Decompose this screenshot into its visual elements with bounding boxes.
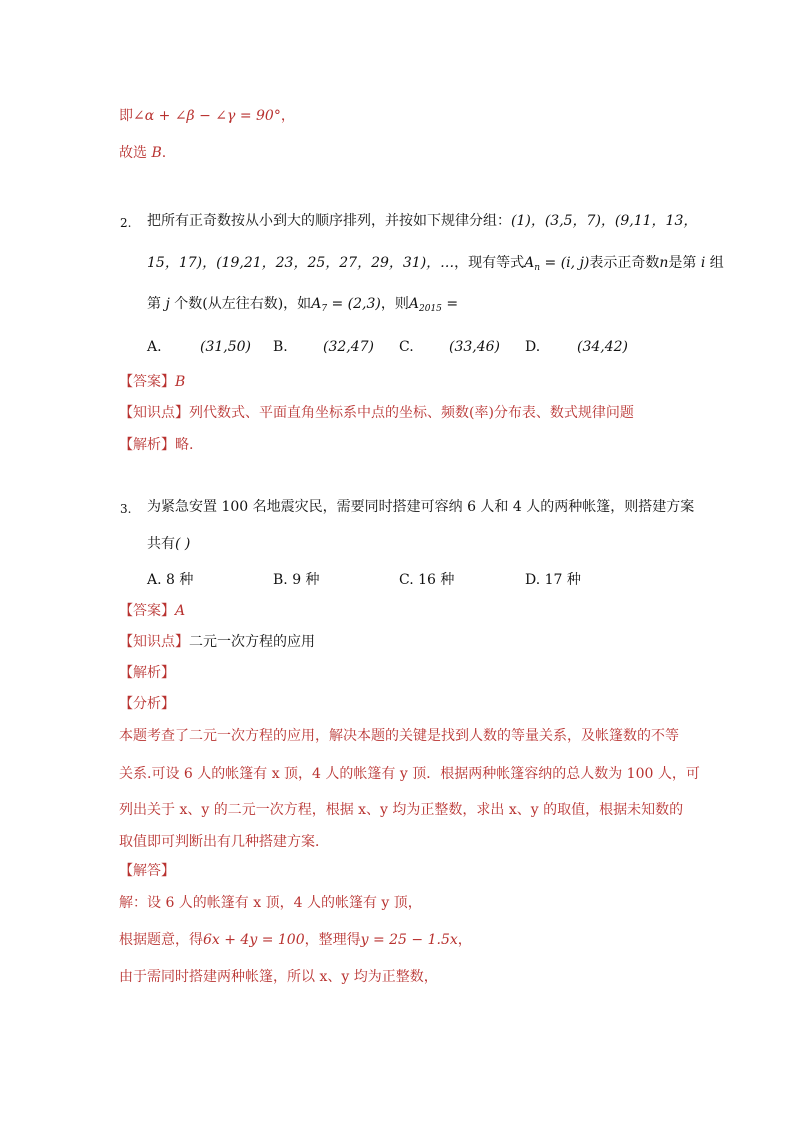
prev-conclusion-math: ∠α + ∠β − ∠γ = 90° [133, 108, 281, 124]
q3-fenxi-label: 【分析】 [119, 696, 175, 712]
q2-option-a-letter: A. [147, 339, 162, 355]
prev-choice-line [119, 143, 166, 163]
q2-answer-value: B [175, 374, 186, 390]
question-3-line-2 [147, 534, 190, 554]
q2-text-7: 个数(从左往右数)，如 [174, 296, 312, 312]
q3-jieda-label-line [119, 861, 175, 881]
q3-answer-label: 【答案】 [119, 603, 175, 619]
q2-n: n [659, 255, 669, 271]
q3-jieda-line-2 [119, 930, 472, 950]
prev-choice-answer: B [151, 145, 162, 161]
q3-analysis-label-line [119, 663, 175, 683]
q3-jieda-label: 【解答】 [119, 863, 175, 879]
q3-answer-line [119, 601, 185, 621]
q3-fenxi-line-1: 本题考查了二元一次方程的应用，解决本题的关键是找到人数的等量关系，及帐篷数的不等 [119, 728, 679, 744]
q2-analysis-line [119, 435, 193, 455]
q2-text-8: ，则 [380, 296, 409, 312]
q3-option-d-value: 17 种 [544, 572, 581, 588]
q2-answer-label: 【答案】 [119, 374, 175, 390]
q3-jieda-text-b: ，整理得 [304, 932, 361, 948]
q3-jieda-eq-1: 6x + 4y = 100 [203, 932, 305, 948]
q3-paren: ( ) [175, 536, 191, 552]
q2-text-1: 把所有正奇数按从小到大的顺序排列，并按如下规律分组： [147, 213, 511, 229]
question-2-line-2 [147, 253, 724, 278]
q3-option-c-letter: C. [399, 572, 414, 588]
q3-option-b-value: 9 种 [292, 572, 320, 588]
q2-a2015: A [408, 296, 419, 312]
q3-jieda-line-3: 由于需同时搭建两种帐篷，所以 x、y 均为正整数， [119, 969, 438, 985]
q2-option-b [273, 337, 375, 357]
prev-conclusion-suffix: ， [280, 108, 295, 124]
q2-answer-line [119, 372, 185, 392]
q3-text-1: 为紧急安置 100 名地震灾民，需要同时搭建可容纳 6 人和 4 人的两种帐篷，则搭建方案 [147, 499, 695, 515]
q2-option-a [147, 337, 252, 357]
q2-math-2: 15，17)，(19,21，23，25，27，29，31)，… [147, 255, 455, 271]
q3-knowledge-value: 二元一次方程的应用 [189, 634, 315, 650]
q3-analysis-label: 【解析】 [119, 665, 175, 681]
q2-analysis-label: 【解析】 [119, 437, 175, 453]
q3-fenxi-line-2: 关系.可设 6 人的帐篷有 x 顶，4 人的帐篷有 y 顶．根据两种帐篷容纳的总人数为 100 人，可 [119, 766, 700, 782]
q2-eq-rest: = (i, j) [540, 255, 590, 271]
q3-fenxi-label-line [119, 694, 175, 714]
q3-text-2: 共有 [147, 536, 175, 552]
q3-jieda-text-a: 根据题意，得 [119, 932, 203, 948]
q3-jieda-text-c: ， [457, 932, 472, 948]
q2-option-d [525, 337, 629, 357]
prev-choice-suffix: . [161, 145, 167, 161]
q3-option-c-value: 16 种 [418, 572, 455, 588]
q3-option-b [273, 570, 320, 590]
question-2-number: 2. [120, 216, 132, 230]
q3-fenxi-line-3: 列出关于 x、y 的二元一次方程，根据 x、y 均为正整数，求出 x、y 的取值，根据未知数的 [119, 802, 684, 818]
q2-option-b-letter: B. [273, 339, 288, 355]
q2-text-5: 组 [709, 255, 724, 271]
q3-option-b-letter: B. [273, 572, 288, 588]
q2-a7-sub: 7 [321, 304, 328, 314]
q3-option-a [147, 570, 193, 590]
question-3-line-1 [147, 497, 694, 517]
q2-j: j [161, 296, 175, 312]
q3-fenxi-line-4: 取值即可判断出有几种搭建方案． [119, 834, 329, 850]
q3-knowledge-line [119, 632, 315, 652]
q2-option-c [399, 337, 501, 357]
q2-text-6: 第 [147, 296, 161, 312]
question-2-line-1 [147, 211, 697, 231]
q2-analysis-value: 略. [175, 437, 194, 453]
q2-text-4: 是第 [668, 255, 697, 271]
q2-option-d-value: (34,42) [577, 339, 629, 355]
q3-knowledge-label: 【知识点】 [119, 634, 189, 650]
q2-text-3: 表示正奇数 [589, 255, 660, 271]
q2-option-b-value: (32,47) [323, 339, 375, 355]
q2-knowledge-line [119, 403, 634, 423]
prev-choice-prefix: 故选 [119, 145, 152, 161]
q2-eq-sub: n [534, 263, 541, 273]
prev-conclusion-line [119, 106, 295, 126]
q3-option-d [525, 570, 581, 590]
q2-eq-a: A [524, 255, 535, 271]
q2-math-1: (1)，(3,5，7)，(9,11，13， [511, 213, 698, 229]
q2-knowledge-value: 列代数式、平面直角坐标系中点的坐标、频数(率)分布表、数式规律问题 [189, 405, 634, 421]
q2-knowledge-label: 【知识点】 [119, 405, 189, 421]
q2-a2015-sub: 2015 [419, 304, 442, 314]
q3-option-d-letter: D. [525, 572, 541, 588]
q3-jieda-eq-2: y = 25 − 1.5x [360, 932, 458, 948]
q2-option-c-value: (33,46) [449, 339, 501, 355]
q3-option-c [399, 570, 454, 590]
q3-jieda-line-1: 解：设 6 人的帐篷有 x 顶，4 人的帐篷有 y 顶， [119, 895, 422, 911]
q2-option-d-letter: D. [525, 339, 541, 355]
question-3-number: 3. [120, 502, 132, 516]
q2-a2015-rest: = [441, 296, 459, 312]
q3-option-a-value: 8 种 [166, 572, 194, 588]
q2-i: i [696, 255, 710, 271]
q3-answer-value: A [175, 603, 186, 619]
q2-a7: A [311, 296, 322, 312]
q2-a7-rest: = (2,3) [327, 296, 381, 312]
q2-option-a-value: (31,50) [200, 339, 252, 355]
q3-option-a-letter: A. [147, 572, 162, 588]
q2-option-c-letter: C. [399, 339, 414, 355]
q2-text-2: ，现有等式 [454, 255, 525, 271]
question-2-line-3 [147, 294, 458, 319]
prev-conclusion-prefix: 即 [119, 108, 133, 124]
